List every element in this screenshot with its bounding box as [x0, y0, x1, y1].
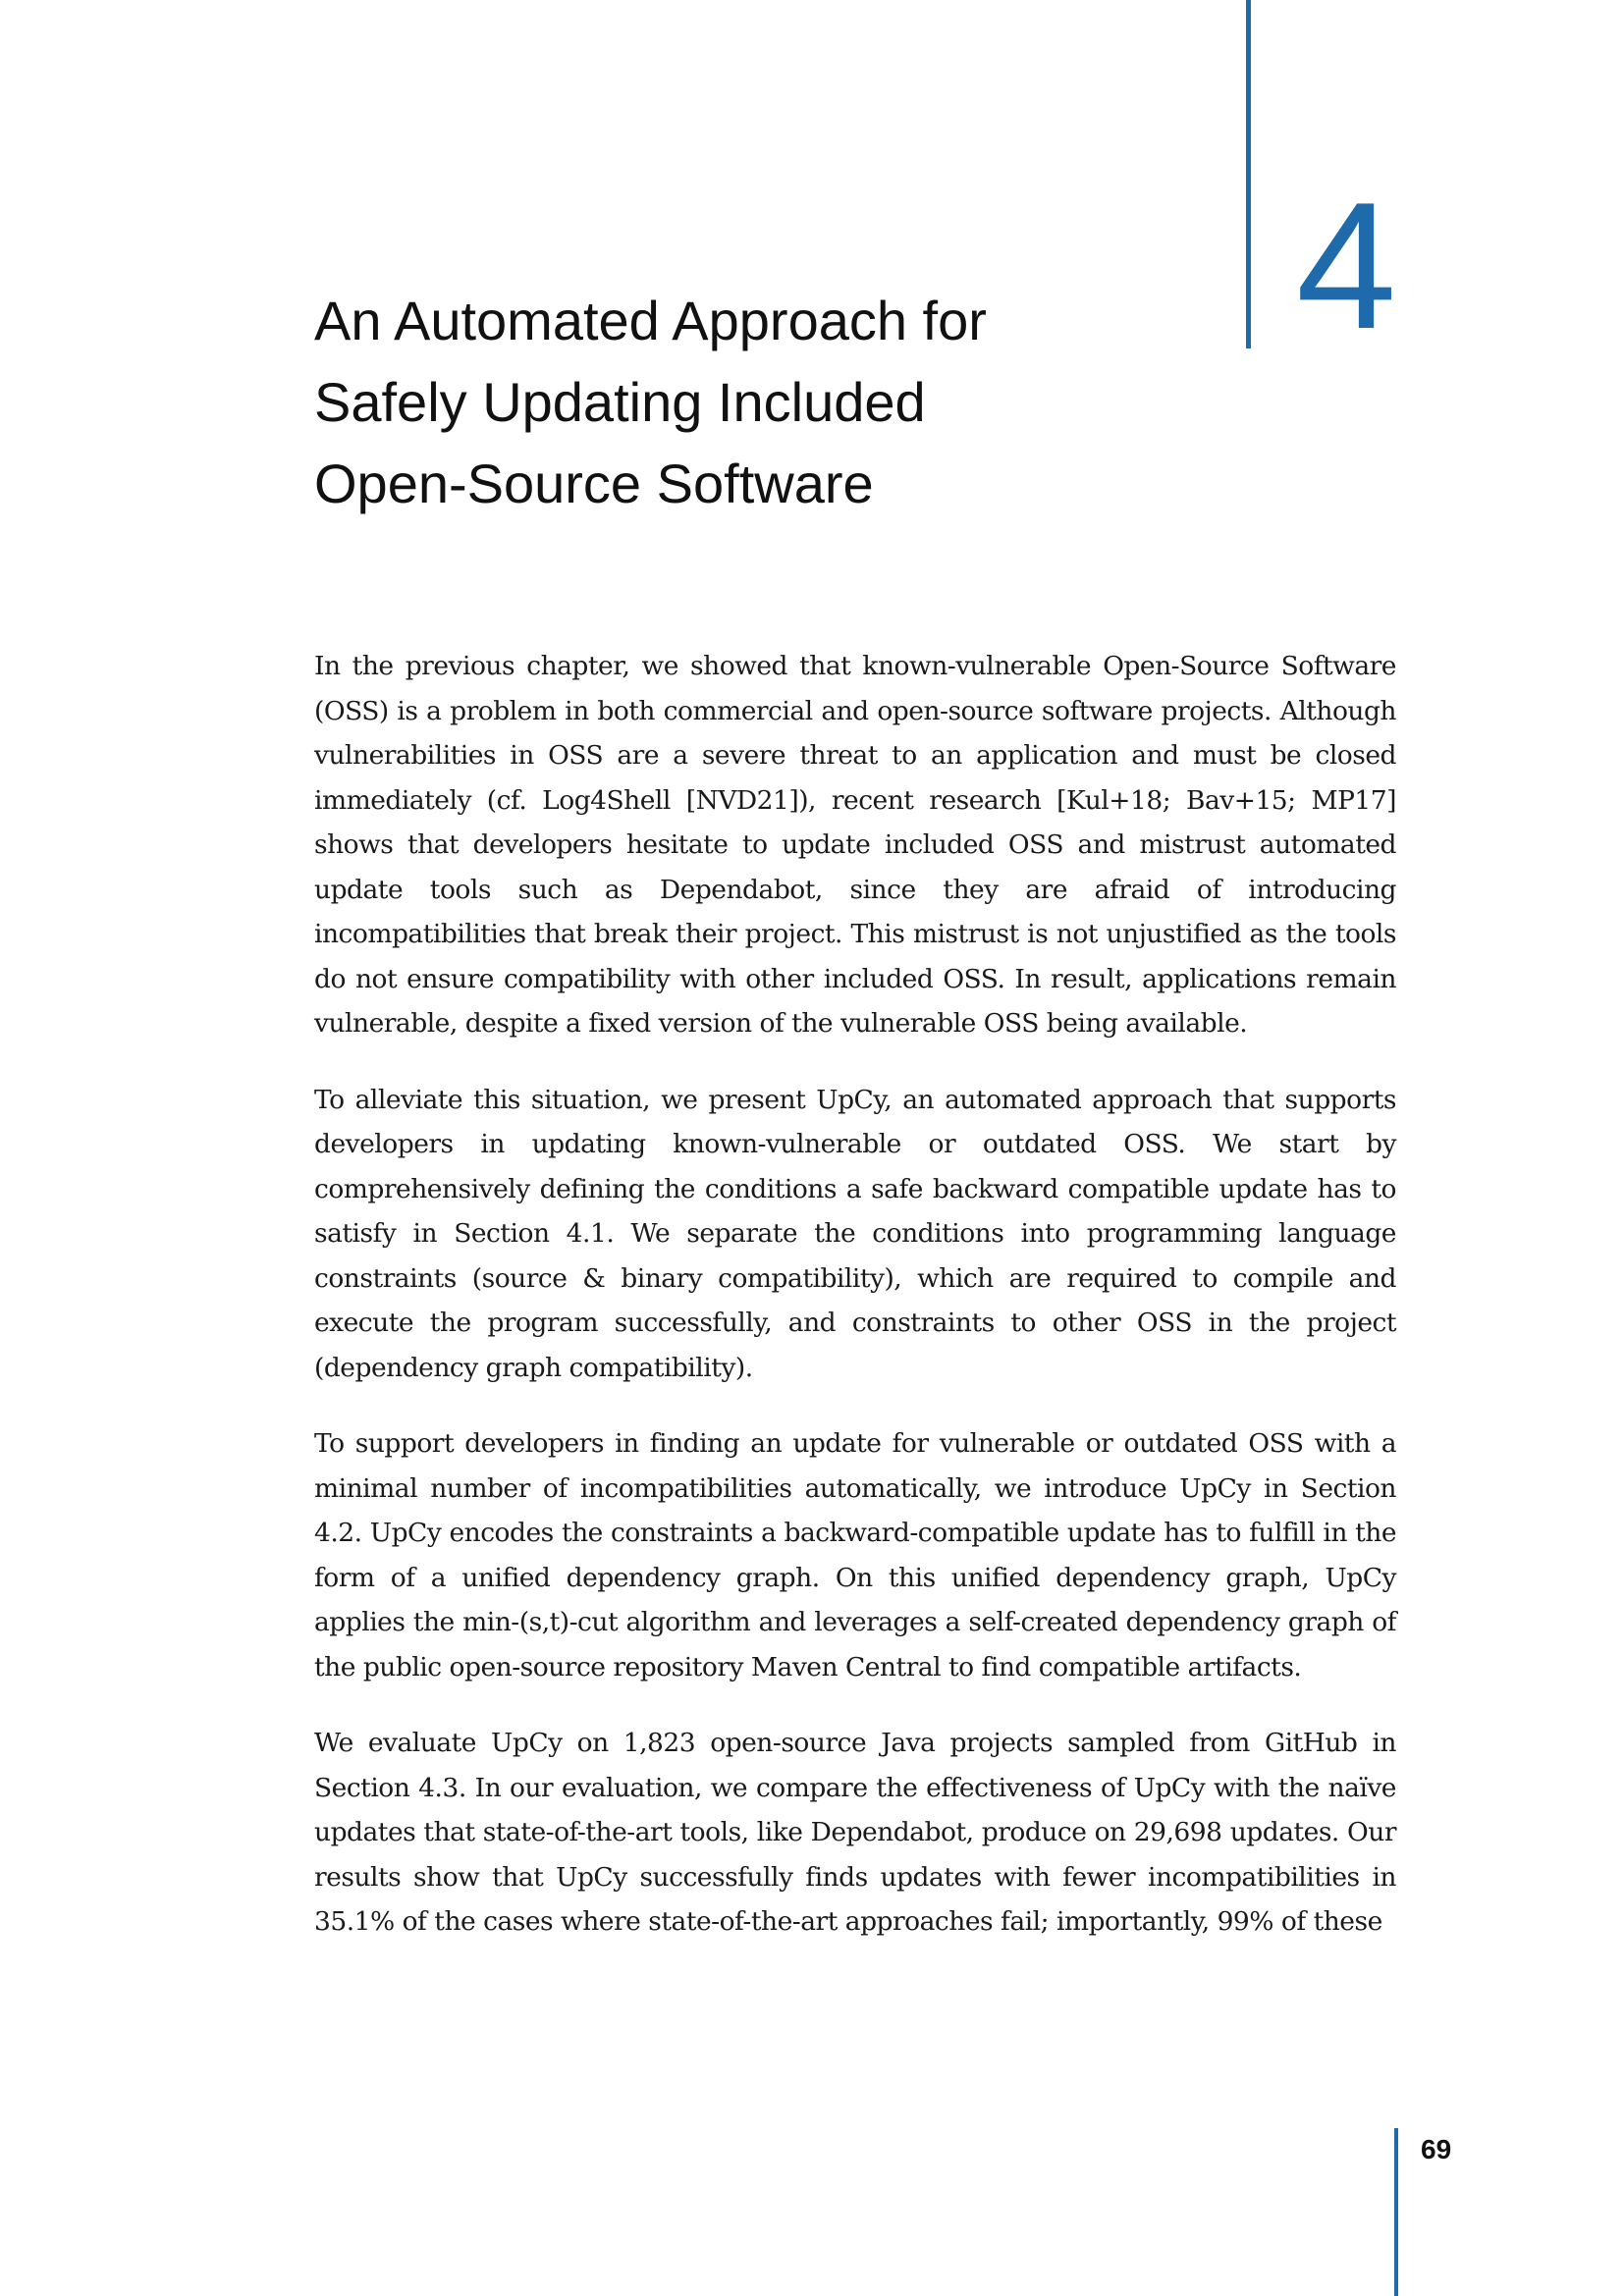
- paragraph-upcy-intro: To alleviate this situation, we present UpCy, an automated approach that supports developers in updating known-vulnerable or outdated OSS. We start by comprehensively defining the conditions a safe backward compatible update has to satisfy in Section 4.1. We separate the conditions into programming language constraints (source & binary compatibility), which are required to compile and execute the program successfully, and constraints to other OSS in the project (dependency graph compatibility).: [314, 1084, 1396, 1383]
- chapter-number: 4: [1296, 164, 1397, 366]
- chapter-title-line: Open-Source Software: [314, 453, 874, 514]
- page-number: 69: [1421, 2134, 1452, 2164]
- paragraph-upcy-approach: To support developers in finding an update for vulnerable or outdated OSS with a minimal number of incompatibilities automatically, we introduce UpCy in Section 4.2. UpCy encodes the constraints a backward-compatible update has to fulfill in the form of a unified dependency graph. On this unified dependency graph, UpCy applies the min-(s,t)-cut algorithm and leverages a self-created dependency graph of the public open-source repository Maven Central to find compatible artifacts.: [314, 1428, 1396, 1682]
- chapter-title-line: An Automated Approach for: [314, 290, 987, 351]
- paragraph-previous-chapter: In the previous chapter, we showed that known-vulnerable Open-Source Software (OSS) is a problem in both commercial and open-source software projects. Although vulnerabilities in OSS are a severe threat to an application and must be closed immediately (cf. Log4Shell [NVD21]), recent research [Kul+18; Bav+15; MP17] shows that developers hesitate to update included OSS and mistrust automated update tools such as Dependabot, since they are afraid of introducing incompatibilities that break their project. This mistrust is not unjustified as the tools do not ensure compatibility with other included OSS. In result, applications remain vulnerable, despite a fixed version of the vulnerable OSS being available.: [314, 651, 1396, 1039]
- page-number-rule: [1394, 2128, 1398, 2296]
- paragraph-evaluation: We evaluate UpCy on 1,823 open-source Java projects sampled from GitHub in Section 4.3. In our evaluation, we compare the effectiveness of UpCy with the naïve updates that state-of-the-art tools, like Dependabot, produce on 29,698 updates. Our results show that UpCy successfully finds updates with fewer incompatibilities in 35.1% of the cases where state-of-the-art approaches fail; importantly, 99% of these: [314, 1728, 1396, 1937]
- chapter-title: [314, 280, 1119, 524]
- chapter-accent-rule: [1246, 0, 1251, 348]
- chapter-title-line: Safely Updating Included: [314, 371, 926, 433]
- chapter-body: [314, 644, 1396, 1976]
